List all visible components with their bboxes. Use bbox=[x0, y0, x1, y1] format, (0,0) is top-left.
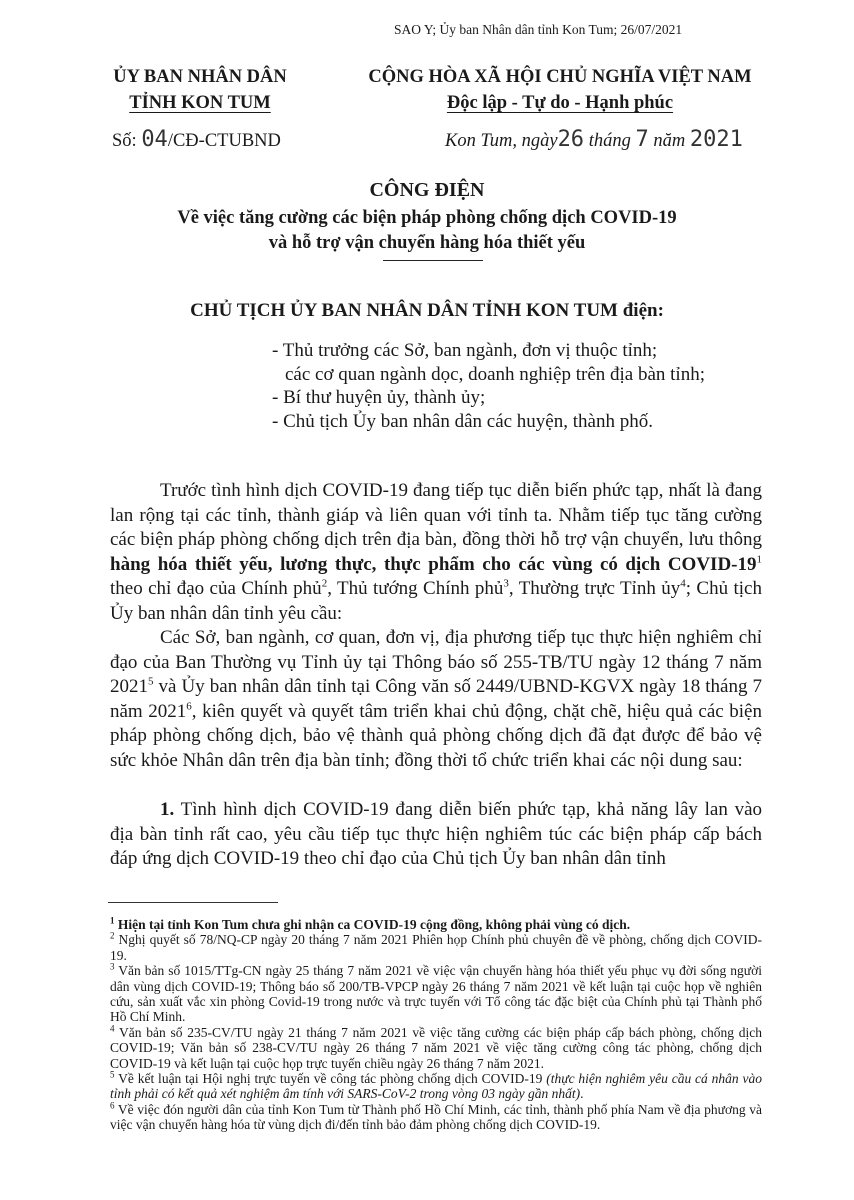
footnote-ref: 5 bbox=[148, 675, 154, 688]
footnote-text: Về kết luận tại Hội nghị trực tuyến về công tác phòng chống dịch COVID-19 bbox=[114, 1071, 547, 1087]
footnote-number: 5 bbox=[110, 1069, 115, 1080]
p2-text-a: Các Sở, ban ngành, cơ quan, đơn vị, địa phương tiếp tục thực hiện nghiêm chỉ đạo của Ban Thường vụ Tỉnh ủy tại Thông báo số 255-TB/TU ngày 12 tháng 7 năm 2021 bbox=[110, 627, 762, 698]
p1-text-d: , Thường trực Tỉnh ủy bbox=[508, 578, 681, 600]
number-handwritten: 04 bbox=[141, 127, 168, 152]
motto: Độc lập - Tự do - Hạnh phúc bbox=[446, 93, 674, 113]
p2-text-c: , kiên quyết và quyết tâm triển khai chủ động, chặt chẽ, hiệu quả các biện pháp phòng chống dịch, bảo vệ thành quả phòng chống dịch đã đạt được để bảo vệ sức khỏe Nhân dân trên địa bàn tỉnh; đồng thời tổ chức triển khai các nội dung sau: bbox=[110, 700, 762, 771]
subtitle-line-2: và hỗ trợ vận chuyển hàng hóa thiết yếu bbox=[268, 233, 586, 253]
footnote-text: Hiện tại tỉnh Kon Tum chưa ghi nhận ca COVID-19 cộng đồng, không phải vùng có dịch. bbox=[114, 917, 631, 932]
footnote-ref: 2 bbox=[321, 578, 328, 591]
nation-title: CỘNG HÒA XÃ HỘI CHỦ NGHĨA VIỆT NAM bbox=[368, 67, 752, 87]
recipient-item: - Bí thư huyện ủy, thành ủy; bbox=[272, 387, 486, 408]
footnote-6 bbox=[110, 1102, 762, 1133]
p2-text-b: và Ủy ban nhân dân tỉnh tại Công văn số 2449/UBND-KGVX ngày 18 tháng 7 năm 2021 bbox=[110, 676, 762, 722]
footnote-ref: 1 bbox=[756, 553, 762, 566]
footnote-1 bbox=[110, 917, 762, 932]
p1-text-a: Trước tình hình dịch COVID-19 đang tiếp tục diễn biến phức tạp, nhất là đang lan rộng tại các tỉnh, thành giáp và liên quan với tỉnh ta. Nhằm tiếp tục tăng cường các biện pháp phòng chống dịch trên địa bàn, đồng thời hỗ trợ vận chuyển, lưu thông bbox=[110, 480, 762, 551]
title-divider bbox=[383, 260, 483, 261]
footnote-text: Về việc đón người dân của tỉnh Kon Tum từ Thành phố Hồ Chí Minh, các tỉnh, thành phố phía Nam về địa phương và việc vận chuyển hàng hóa từ vùng dịch đi/đến tỉnh bảo đảm phòng chống dịch COVID-19. bbox=[110, 1101, 762, 1133]
p3-text: Tình hình dịch COVID-19 đang diễn biến phức tạp, khả năng lây lan vào địa bàn tỉnh rất cao, yêu cầu tiếp tục thực hiện nghiêm túc các biện pháp cấp bách đáp ứng dịch COVID-19 theo chỉ đạo của Chủ tịch Ủy ban nhân dân tỉnh bbox=[110, 799, 762, 870]
footnote-2 bbox=[110, 932, 762, 963]
footnote-5 bbox=[110, 1071, 762, 1102]
place-label: Kon Tum, ngày bbox=[445, 131, 558, 151]
paragraph-1 bbox=[110, 479, 762, 627]
year-handwritten: 2021 bbox=[689, 127, 743, 152]
year-word: năm bbox=[653, 131, 686, 151]
document-subtitle bbox=[0, 206, 854, 256]
footnote-ref: 3 bbox=[503, 578, 509, 591]
org-line-2: TỈNH KON TUM bbox=[129, 93, 271, 113]
footnote-text: Văn bản số 235-CV/TU ngày 21 tháng 7 năm 2021 về việc tăng cường các biện pháp cấp bách phòng, chống dịch COVID-19; Văn bản số 238-CV/TU ngày 26 tháng 7 năm 2021 về việc tăng cường công tác phòng, chống dịch COVID-19 và kết luận tại cuộc họp trực tuyến chiều ngày 26 tháng 7 năm 2021. bbox=[110, 1024, 762, 1071]
p1-text-c: , Thủ tướng Chính phủ bbox=[327, 578, 504, 600]
month-word: tháng bbox=[588, 131, 631, 151]
org-line-1: ỦY BAN NHÂN DÂN bbox=[113, 67, 287, 87]
day-handwritten: 26 bbox=[557, 127, 585, 152]
sender-line: CHỦ TỊCH ỦY BAN NHÂN DÂN TỈNH KON TUM điện: bbox=[190, 300, 664, 321]
footnote-text: Văn bản số 1015/TTg-CN ngày 25 tháng 7 năm 2021 về việc vận chuyển hàng hóa thiết yếu phục vụ đời sống người dân vùng dịch COVID-19; Thông báo số 200/TB-VPCP ngày 26 tháng 7 năm 2021 về kết luận tại cuộc họp về nghiên cứu, sản xuất vắc xin phòng Covid-19 trong nước và trực tuyến với Tổ công tác đặc biệt của Chính phủ tại Thành phố Hồ Chí Minh. bbox=[110, 963, 762, 1025]
footnote-text: Nghị quyết số 78/NQ-CP ngày 20 tháng 7 năm 2021 Phiên họp Chính phủ chuyên đề về phòng, chống dịch COVID-19. bbox=[110, 932, 762, 963]
month-handwritten: 7 bbox=[635, 127, 649, 152]
number-suffix: /CĐ-CTUBND bbox=[167, 131, 281, 151]
paragraph-2 bbox=[110, 626, 762, 774]
p1-bold-text: hàng hóa thiết yếu, lương thực, thực phẩm cho các vùng có dịch COVID-19 bbox=[110, 553, 757, 575]
footnote-number: 4 bbox=[110, 1023, 115, 1034]
footnote-3 bbox=[110, 963, 762, 1025]
item-number: 1. bbox=[160, 799, 175, 820]
footnote-ref: 6 bbox=[186, 700, 192, 713]
footnote-number: 6 bbox=[110, 1100, 115, 1111]
footnote-4 bbox=[110, 1025, 762, 1071]
national-header bbox=[340, 64, 780, 116]
footnote-divider bbox=[108, 902, 278, 903]
footnote-number: 3 bbox=[110, 961, 115, 972]
number-prefix: Số: bbox=[112, 131, 137, 151]
paragraph-3 bbox=[110, 798, 762, 872]
recipient-item: - Chủ tịch Ủy ban nhân dân các huyện, thành phố. bbox=[272, 410, 653, 432]
p1-text-e: ; Chủ tịch Ủy ban nhân dân tỉnh yêu cầu: bbox=[110, 578, 762, 624]
footnote-number: 1 bbox=[110, 915, 115, 926]
recipient-list bbox=[272, 339, 705, 433]
copy-stamp: SAO Y; Ủy ban Nhân dân tỉnh Kon Tum; 26/07/2021 bbox=[394, 22, 683, 37]
subtitle-line-1: Về việc tăng cường các biện pháp phòng chống dịch COVID-19 bbox=[177, 208, 677, 228]
recipient-item: các cơ quan ngành dọc, doanh nghiệp trên địa bàn tỉnh; bbox=[285, 363, 705, 385]
p1-text-b: theo chỉ đạo của Chính phủ bbox=[110, 578, 322, 600]
footnote-ref: 4 bbox=[680, 578, 686, 591]
issuing-organization bbox=[95, 64, 305, 116]
document-title: CÔNG ĐIỆN bbox=[369, 179, 485, 201]
footnote-number: 2 bbox=[110, 930, 115, 941]
footnote-italic: (thực hiện nghiêm yêu cầu cá nhân vào tỉnh phải có kết quả xét nghiệm âm tính với SARS-CoV-2 trong vòng 03 ngày gần nhất) bbox=[110, 1071, 763, 1102]
place-date bbox=[445, 127, 743, 152]
document-number bbox=[112, 127, 281, 152]
recipient-item: - Thủ trưởng các Sở, ban ngành, đơn vị thuộc tỉnh; bbox=[272, 340, 658, 361]
footnotes bbox=[110, 917, 762, 1133]
footnote-end: . bbox=[580, 1086, 584, 1102]
